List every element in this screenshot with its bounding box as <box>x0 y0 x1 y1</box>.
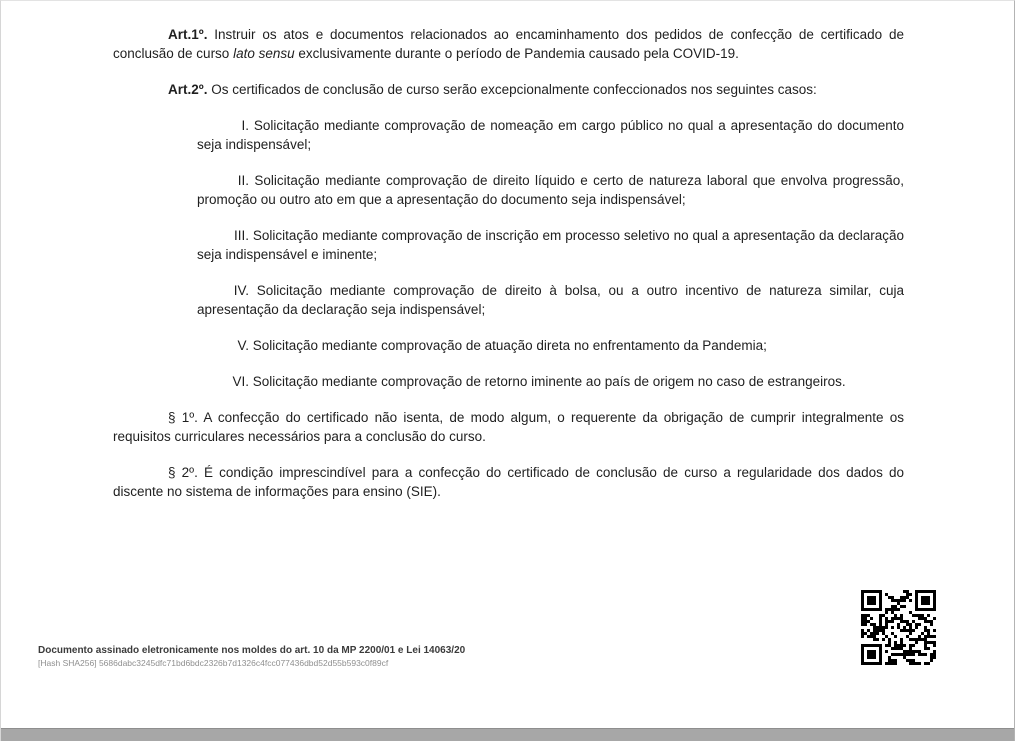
article-2-label: Art.2º. <box>168 82 208 97</box>
list-item-3 <box>197 226 904 264</box>
paragraph-1-label: § 1º. <box>168 410 198 425</box>
paragraph-2-label: § 2º. <box>168 465 198 480</box>
list-item-4 <box>197 281 904 319</box>
signature-line: Documento assinado eletronicamente nos moldes do art. 10 da MP 2200/01 e Lei 14063/20 <box>38 645 466 656</box>
list-item-6 <box>197 372 904 391</box>
list-item-4-text: Solicitação mediante comprovação de direito à bolsa, ou a outro incentivo de natureza similar, cuja apresentação da declaração seja indispensável; <box>197 283 904 317</box>
paragraph-2-text: É condição imprescindível para a confecção do certificado de conclusão de curso a regularidade dos dados do discente no sistema de informações para ensino (SIE). <box>113 465 904 499</box>
list-item-2-text: Solicitação mediante comprovação de direito líquido e certo de natureza laboral que envolva progressão, promoção ou outro ato em que a apresentação do documento seja indispensável; <box>197 173 904 207</box>
list-item-3-text: Solicitação mediante comprovação de inscrição em processo seletivo no qual a apresentação da declaração seja indispensável e iminente; <box>197 228 904 262</box>
document-body <box>1 1 1014 501</box>
list-item-4-numeral: IV. <box>233 283 249 298</box>
list-item-5-text: Solicitação mediante comprovação de atuação direta no enfrentamento da Pandemia; <box>249 338 767 353</box>
qr-code <box>861 590 936 665</box>
article-1-paragraph <box>113 25 904 63</box>
list-item-1-text: Solicitação mediante comprovação de nomeação em cargo público no qual a apresentação do documento seja indispensável; <box>197 118 904 152</box>
paragraph-2 <box>113 463 904 501</box>
list-item-1-numeral: I. <box>241 118 249 133</box>
article-1-label: Art.1º. <box>168 27 208 42</box>
list-item-5 <box>197 336 904 355</box>
paragraph-1-text: A confecção do certificado não isenta, de modo algum, o requerente da obrigação de cumprir integralmente os requisitos curriculares necessários para a conclusão do curso. <box>113 410 904 444</box>
list-item-5-numeral: V. <box>237 338 249 353</box>
list-item-1 <box>197 116 904 154</box>
signature-footer <box>38 645 465 669</box>
list-item-2 <box>197 171 904 209</box>
page-bottom-edge <box>1 728 1014 741</box>
article-1-text-before: Instruir os atos e documentos relacionados ao encaminhamento dos pedidos de confecção de certificado de conclusão de curso <box>113 27 904 61</box>
article-1-italic-term: lato sensu <box>233 46 295 61</box>
list-item-3-numeral: III. <box>233 228 249 243</box>
article-1-text-after: exclusivamente durante o período de Pandemia causado pela COVID-19. <box>294 46 739 61</box>
article-2-text: Os certificados de conclusão de curso serão excepcionalmente confeccionados nos seguintes casos: <box>207 82 817 97</box>
list-item-6-numeral: VI. <box>232 374 249 389</box>
hash-line: [Hash SHA256] 5686dabc3245dfc71bd6bdc2326b7d1326c4fcc077436dbd52d55b593c0f89cf <box>38 658 389 668</box>
list-item-6-text: Solicitação mediante comprovação de retorno iminente ao país de origem no caso de estrangeiros. <box>249 374 846 389</box>
paragraph-1 <box>113 408 904 446</box>
list-item-2-numeral: II. <box>237 173 249 188</box>
article-2-paragraph <box>113 80 904 99</box>
